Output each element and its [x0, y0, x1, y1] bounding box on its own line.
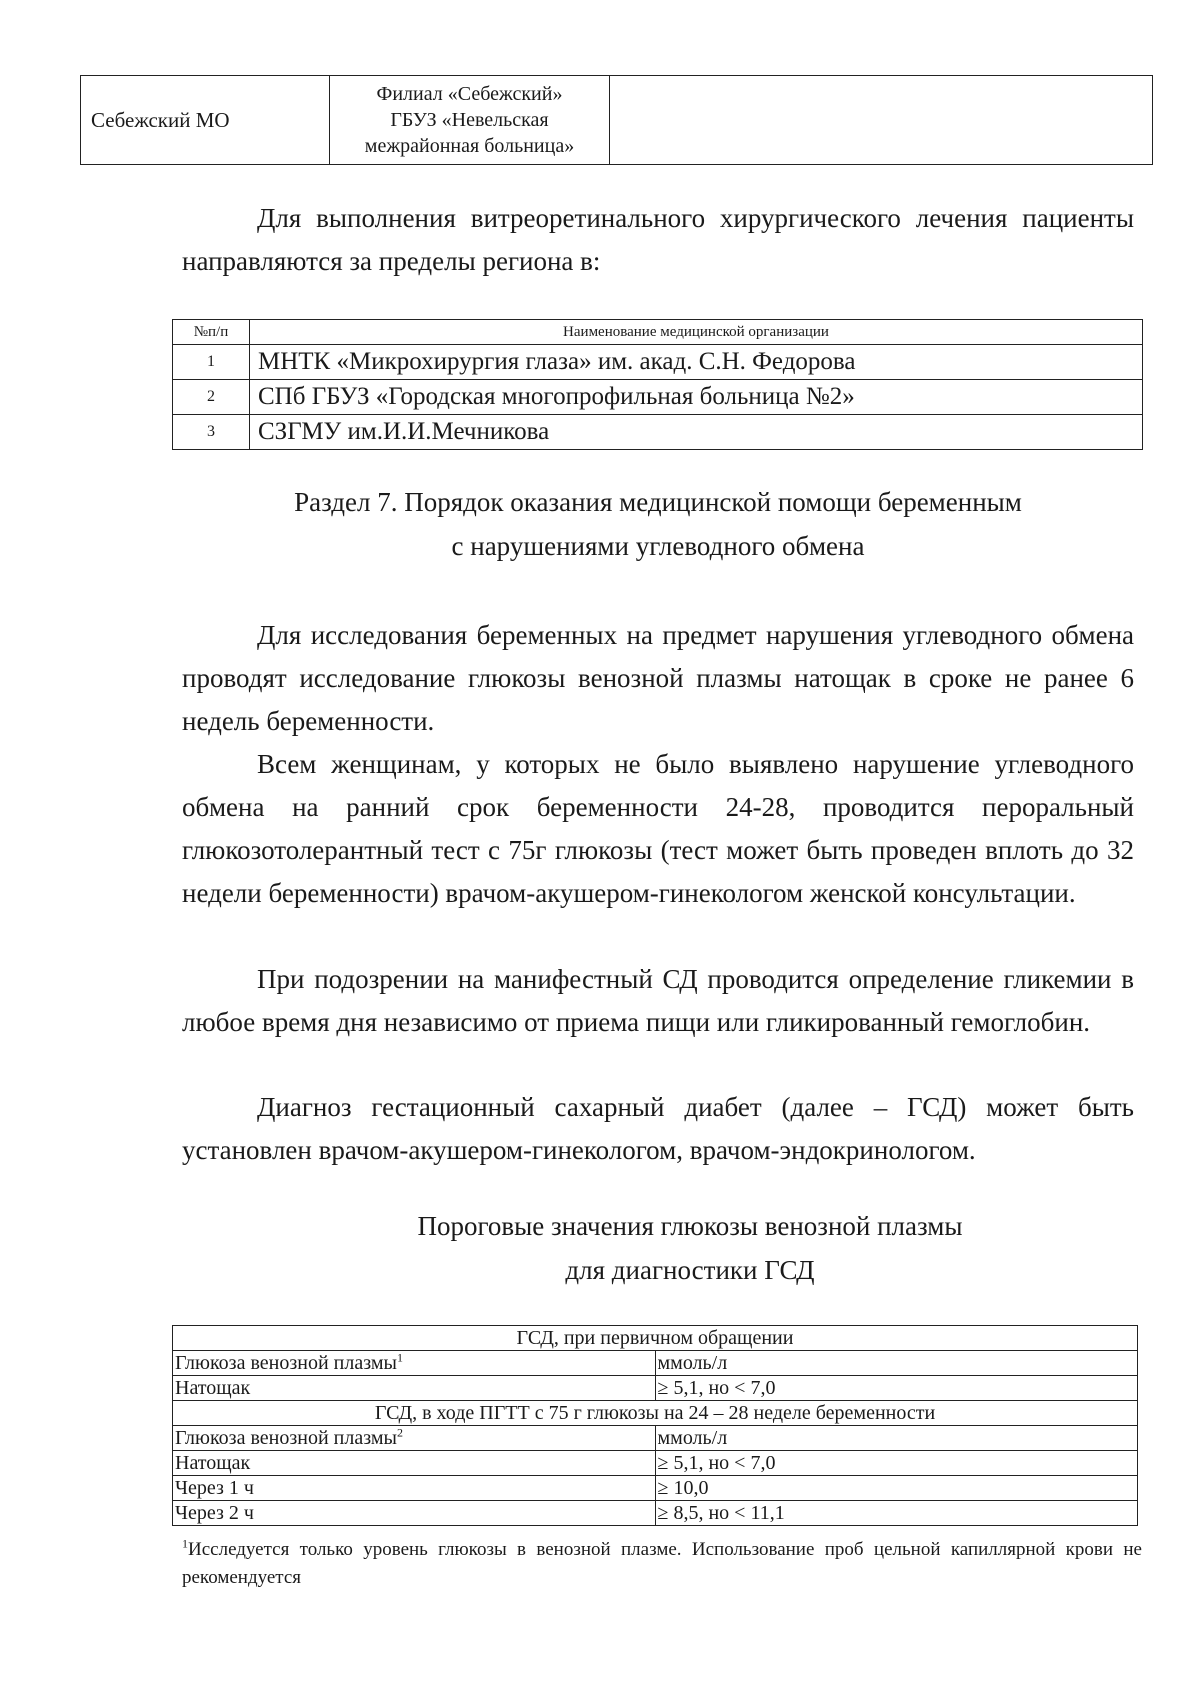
table-row	[173, 345, 1143, 380]
row-label: Натощак	[173, 1376, 656, 1401]
paragraph-3: При подозрении на манифестный СД проводится определение гликемии в любое время дня независимо от приема пищи или гликированный гемоглобин.	[182, 964, 1134, 1037]
row-name: СЗГМУ им.И.И.Мечникова	[250, 415, 1143, 450]
branch-line-1: Филиал «Себежский»	[376, 83, 563, 105]
row-name: МНТК «Микрохирургия глаза» им. акад. С.Н. Федорова	[250, 345, 1143, 380]
footnote-ref-1: 1	[396, 1350, 403, 1365]
table-row	[173, 1476, 1138, 1501]
threshold-table	[172, 1325, 1138, 1526]
paragraph-1: Для исследования беременных на предмет нарушения углеводного обмена проводят исследование глюкозы венозной плазмы натощак в сроке не ранее 6 недель беременности.	[182, 620, 1134, 736]
row-value: ≥ 5,1, но < 7,0	[655, 1451, 1138, 1476]
row-label: Через 1 ч	[173, 1476, 656, 1501]
branch-line-2: ГБУЗ «Невельская	[390, 109, 549, 131]
threshold-heading-line-2: для диагностики ГСД	[565, 1255, 815, 1285]
table-row	[173, 415, 1143, 450]
section1-label	[173, 1351, 656, 1376]
footnote-ref-2: 2	[396, 1425, 403, 1440]
row-value: ≥ 5,1, но < 7,0	[655, 1376, 1138, 1401]
table-row	[173, 1376, 1138, 1401]
header-table	[80, 75, 1153, 165]
table-row	[173, 1501, 1138, 1526]
intro-paragraph: Для выполнения витреоретинального хирургического лечения пациенты направляются за пределы региона в:	[182, 203, 1134, 276]
empty-cell	[610, 76, 1153, 165]
section2-label-text: Глюкоза венозной плазмы	[175, 1427, 397, 1449]
section2-label	[173, 1426, 656, 1451]
section1-title: ГСД, при первичном обращении	[173, 1326, 1138, 1351]
footnote	[182, 1536, 1142, 1592]
row-label: Натощак	[173, 1451, 656, 1476]
table-row	[173, 1451, 1138, 1476]
table-row	[173, 1351, 1138, 1376]
section-heading	[182, 480, 1134, 568]
paragraph-4: Диагноз гестационный сахарный диабет (далее – ГСД) может быть установлен врачом-акушером-гинекологом, врачом-эндокринологом.	[182, 1092, 1134, 1165]
section-heading-line-2: с нарушениями углеводного обмена	[451, 531, 865, 561]
section2-title: ГСД, в ходе ПГТТ с 75 г глюкозы на 24 – 28 неделе беременности	[173, 1401, 1138, 1426]
threshold-heading	[300, 1204, 1080, 1292]
row-label: Через 2 ч	[173, 1501, 656, 1526]
section2-unit: ммоль/л	[655, 1426, 1138, 1451]
threshold-heading-line-1: Пороговые значения глюкозы венозной плазмы	[417, 1211, 963, 1241]
referral-table	[172, 319, 1143, 450]
section-heading-line-1: Раздел 7. Порядок оказания медицинской помощи беременным	[294, 487, 1022, 517]
row-value: ≥ 10,0	[655, 1476, 1138, 1501]
paragraph-2: Всем женщинам, у которых не было выявлено нарушение углеводного обмена на ранний срок беременности 24-28, проводится пероральный глюкозотолерантный тест с 75г глюкозы (тест может быть проведен вплоть до 32 недели беременности) врачом-акушером-гинекологом женской консультации.	[182, 749, 1134, 908]
footnote-text: Исследуется только уровень глюкозы в венозной плазме. Использование проб цельной капиллярной крови не рекомендуется	[182, 1539, 1142, 1588]
section1-label-text: Глюкоза венозной плазмы	[175, 1352, 397, 1374]
row-num: 2	[173, 380, 250, 415]
district-cell: Себежский МО	[81, 76, 330, 165]
row-value: ≥ 8,5, но < 11,1	[655, 1501, 1138, 1526]
col-name-header: Наименование медицинской организации	[250, 320, 1143, 345]
branch-line-3: межрайонная больница»	[364, 135, 575, 157]
footnote-marker: 1	[182, 1536, 188, 1551]
branch-cell	[330, 76, 610, 165]
col-num-header: №п/п	[173, 320, 250, 345]
table-row	[173, 1426, 1138, 1451]
row-num: 3	[173, 415, 250, 450]
row-num: 1	[173, 345, 250, 380]
section1-unit: ммоль/л	[655, 1351, 1138, 1376]
row-name: СПб ГБУЗ «Городская многопрофильная больница №2»	[250, 380, 1143, 415]
table-row	[173, 380, 1143, 415]
